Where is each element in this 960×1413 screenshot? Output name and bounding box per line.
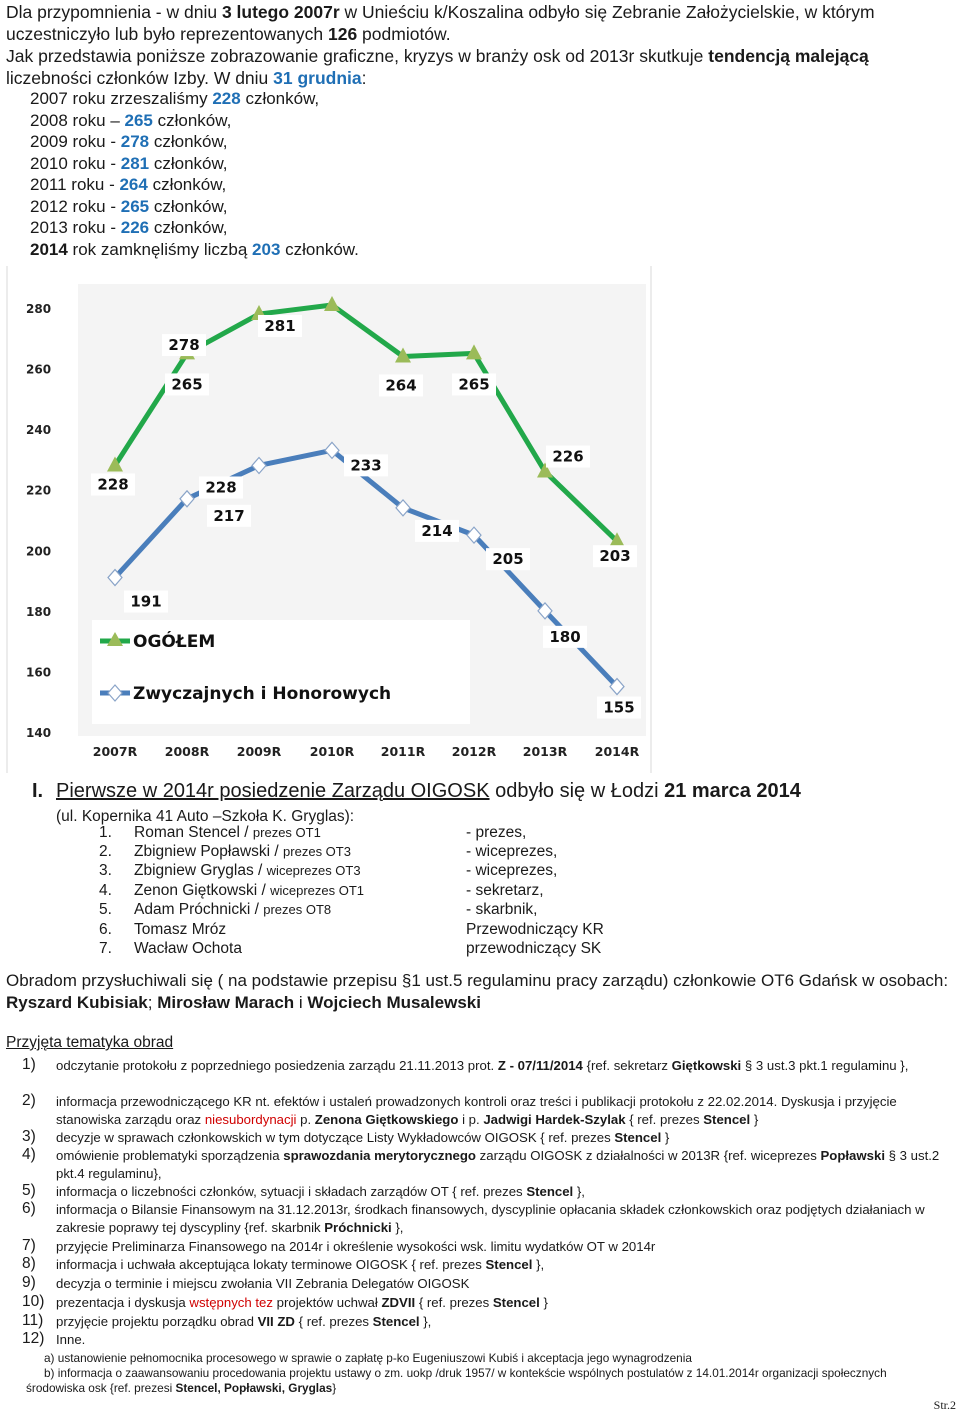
meeting-address: (ul. Kopernika 41 Auto –Szkoła K. Gryglas): (56, 808, 355, 825)
agenda-item-text (56, 1313, 956, 1331)
year-text: 2009 roku - (30, 132, 121, 151)
agenda-text-part: Stencel, Popławski, Gryglas (175, 1381, 333, 1395)
section-title: Pierwsze w 2014r posiedzenie Zarządu OIGOSK odbyło się w Łodzi 21 marca 2014 (56, 780, 801, 802)
agenda-item-number: 2) (22, 1092, 36, 1109)
year-text: 2013 roku - (30, 218, 121, 237)
agenda-text-part: VII ZD (257, 1314, 295, 1329)
agenda-item-text (56, 1294, 956, 1312)
member-number: 4. (99, 882, 112, 899)
agenda-text-part: Inne. (56, 1332, 86, 1347)
data-label: 265 (458, 375, 490, 394)
member-count: 203 (252, 239, 281, 259)
member-count: 265 (120, 196, 150, 216)
agenda-text-part: Stencel (614, 1130, 662, 1145)
agenda-text-part: prezentacja i dyskusja (56, 1295, 190, 1310)
y-tick-label: 140 (26, 726, 52, 740)
member-name (134, 921, 226, 939)
agenda-text-part: {ref. sekretarz (582, 1058, 672, 1073)
member-role: - sekretarz, (466, 882, 544, 899)
chart-svg (6, 266, 652, 773)
agenda-item-number: 12) (22, 1330, 45, 1347)
year-text: 2012 roku - (30, 196, 121, 216)
year-suffix: członków, (149, 196, 228, 216)
data-label: 203 (599, 547, 631, 566)
year-suffix: członków, (147, 175, 227, 194)
agenda-text-part: { ref. prezes (625, 1112, 704, 1127)
member-role: - wiceprezes, (466, 862, 558, 879)
member-count-line (30, 174, 359, 196)
agenda-text-part: ZDVII (381, 1295, 416, 1310)
agenda-text-part: i p. (458, 1112, 484, 1127)
agenda-text-part: przyjęcie projektu porządku obrad (56, 1314, 258, 1329)
agenda-text-part: } (332, 1381, 337, 1395)
y-tick-label: 180 (26, 604, 52, 619)
y-tick-label: 280 (26, 302, 52, 316)
member-count-list (30, 88, 359, 260)
observers-paragraph: Obradom przysłuchiwali się ( na podstawie przepisu §1 ust.5 regulaminu pracy zarządu) członkowie OT6 Gdańsk w osobach: Ryszard Kubisiak; Mirosław Marach i Wojciech Musalewski (6, 971, 949, 1012)
member-note: wiceprezes OT1 (270, 883, 365, 898)
y-tick-label: 260 (26, 362, 52, 377)
agenda-item-number: 9) (22, 1274, 36, 1291)
section-numeral: I. (32, 780, 44, 802)
intro-paragraph-2: Jak przedstawia poniższe zobrazowanie graficzne, kryzys w branży osk od 2013r skutkuje tendencją malejącą liczebności członków Izby. W dniu 31 grudnia: (6, 46, 869, 88)
agenda-text-part: }, (532, 1257, 545, 1272)
agenda-text-part: Popławski (820, 1148, 885, 1163)
agenda-item-number: 1) (22, 1056, 36, 1073)
member-name (134, 862, 361, 880)
agenda-text-part: Stencel (526, 1184, 574, 1199)
data-label: 278 (168, 336, 200, 355)
member-role: Przewodniczący KR (466, 921, 604, 938)
agenda-text-part: { ref. prezes (415, 1295, 493, 1310)
agenda-item-number: 7) (22, 1237, 36, 1254)
member-role: - prezes, (466, 824, 527, 841)
data-label: 205 (492, 550, 524, 569)
legend-label: Zwyczajnych i Honorowych (133, 684, 392, 704)
agenda-heading: Przyjęta tematyka obrad (6, 1034, 174, 1051)
data-label: 265 (171, 375, 203, 394)
data-label: 281 (264, 316, 296, 335)
year-label: 2014 (30, 239, 68, 259)
member-note: prezes OT3 (283, 844, 351, 859)
member-count-line (30, 217, 359, 239)
member-count: 264 (119, 175, 148, 194)
year-text: 2010 roku - (30, 153, 121, 173)
year-text: 2008 roku – (30, 110, 125, 130)
agenda-text-part: { ref. prezes (294, 1314, 373, 1329)
member-count-line (30, 239, 359, 261)
member-count-line (30, 196, 359, 218)
data-label: 226 (552, 447, 584, 466)
member-number: 3. (99, 862, 112, 879)
year-text: rok zamknęliśmy liczbą (67, 239, 253, 259)
x-tick-label: 2008R (164, 744, 210, 759)
x-tick-label: 2012R (451, 744, 497, 759)
data-label: 155 (603, 698, 635, 717)
member-name-text: Adam Próchnicki / (134, 901, 264, 918)
member-count-line (30, 153, 359, 175)
agenda-text-part: informacja i uchwała akceptująca lokaty terminowe OIGOSK { ref. prezes (56, 1257, 486, 1272)
agenda-text-part: Stencel (372, 1314, 420, 1329)
agenda-text-part: }, (573, 1184, 585, 1199)
year-suffix: członków, (149, 218, 228, 237)
membership-chart (6, 266, 652, 773)
member-note: prezes OT1 (252, 825, 321, 840)
data-label: 233 (350, 456, 382, 475)
member-number: 6. (99, 921, 112, 938)
agenda-item-text (56, 1256, 956, 1274)
agenda-subitem-a: a) ustanowienie pełnomocnika procesowego w sprawie o zapłatę p-ko Eugeniuszowi Kubiś i akceptacja jego wynagrodzenia (44, 1351, 692, 1365)
agenda-text-part: informacja o liczebności członków, sytuacji i składach zarządów OT { ref. prezes (56, 1184, 527, 1199)
x-tick-label: 2013R (522, 744, 568, 759)
agenda-text-part: informacja przewodniczącego KR nt. efektów i ustaleń prowadzonych kontroli oraz treści i publikacji protokołu z 22.02.2014. Dyskusja i przyjęcie stanowiska zarządu oraz (56, 1094, 897, 1127)
member-name-text: Zbigniew Gryglas / (134, 862, 267, 879)
agenda-text-part: § 3 ust.2 pkt.4 regulaminu}, (56, 1148, 940, 1181)
member-name-text: Zbigniew Popławski / (134, 843, 284, 860)
data-label: 217 (213, 506, 245, 525)
x-tick-label: 2009R (236, 744, 282, 759)
agenda-text-part: sprawozdania merytorycznego (283, 1148, 476, 1163)
agenda-text-part: } (539, 1295, 548, 1310)
agenda-text-part: Giętkowski (671, 1058, 742, 1073)
agenda-item-number: 6) (22, 1200, 36, 1217)
agenda-text-part: b) informacja o zaawansowaniu procedowania projektu ustawy o zm. uokp /druk 1957/ w kontekście wspólnych postulatów z 14.01.2014r organizacji społecznych środowiska osk {ref. prezesi (26, 1366, 887, 1395)
agenda-text-part: Stencel (492, 1295, 540, 1310)
member-count-line (30, 88, 359, 110)
member-role: przewodniczący SK (466, 940, 602, 957)
agenda-item-text (56, 1275, 956, 1293)
member-role: - skarbnik, (466, 901, 538, 918)
year-suffix: członków, (240, 89, 320, 108)
agenda-item-text (56, 1093, 956, 1129)
x-tick-label: 2014R (594, 744, 640, 759)
data-label: 180 (549, 627, 581, 646)
member-count-line (30, 110, 359, 132)
agenda-text-part: }, (391, 1220, 404, 1235)
agenda-text-part: decyzje w sprawach członkowskich w tym dotyczące Listy Wykładowców OIGOSK { ref. prezes (56, 1130, 615, 1145)
member-name (134, 882, 364, 900)
year-text: 2007 roku zrzeszaliśmy (30, 89, 213, 108)
intro-text (6, 1, 956, 89)
agenda-subitem-b (26, 1366, 926, 1396)
agenda-item-number: 11) (22, 1312, 44, 1329)
member-name-text: Tomasz Mróz (134, 921, 227, 938)
member-count: 265 (124, 110, 153, 130)
agenda-text-part: zarządu OIGOSK z działalności w 2013R {ref. wiceprezes (475, 1148, 821, 1163)
member-count: 228 (212, 89, 241, 108)
agenda-item-text (56, 1331, 956, 1349)
data-label: 228 (205, 478, 237, 497)
year-suffix: członków. (280, 239, 359, 259)
agenda-text-part: p. (296, 1112, 315, 1127)
member-count: 226 (120, 218, 150, 237)
agenda-text-part: Stencel (485, 1257, 533, 1272)
agenda-text-part: omówienie problematyki sporządzenia (56, 1148, 284, 1163)
agenda-text-part: odczytanie protokołu z poprzedniego posiedzenia zarządu 21.11.2013 prot. (56, 1058, 498, 1073)
agenda-text-part: } (661, 1130, 670, 1145)
agenda-item-text (56, 1183, 956, 1201)
member-name (134, 824, 321, 842)
member-name (134, 940, 242, 958)
member-count-line (30, 131, 359, 153)
y-tick-label: 220 (26, 483, 52, 498)
member-note: wiceprezes OT3 (266, 863, 361, 878)
member-number: 1. (99, 824, 112, 841)
intro-paragraph-1: Dla przypomnienia - w dniu 3 lutego 2007r w Unieściu k/Koszalina odbyło się Zebranie Założycielskie, w którym uczestniczyło lub było reprezentowanych 126 podmiotów. (6, 2, 875, 44)
y-tick-label: 240 (26, 423, 52, 438)
agenda-item-text (56, 1057, 956, 1075)
agenda-item-number: 5) (22, 1182, 36, 1199)
x-tick-label: 2010R (309, 744, 355, 759)
agenda-text-part: Stencel (703, 1112, 751, 1127)
agenda-text-part: } (750, 1112, 759, 1127)
legend-label: OGÓŁEM (133, 632, 216, 652)
member-count: 281 (120, 153, 150, 173)
y-tick-label: 160 (26, 665, 52, 680)
member-number: 7. (99, 940, 112, 957)
agenda-item-text (56, 1129, 956, 1147)
agenda-text-part: § 3 ust.3 pkt.1 regulaminu }, (741, 1058, 909, 1073)
member-name (134, 843, 351, 861)
member-count: 278 (120, 132, 150, 151)
year-suffix: członków, (149, 153, 228, 173)
agenda-item-number: 10) (22, 1293, 45, 1310)
agenda-item-text (56, 1201, 956, 1237)
member-name (134, 901, 331, 919)
member-number: 5. (99, 901, 112, 918)
data-label: 228 (97, 475, 129, 494)
member-role: - wiceprezes, (466, 843, 558, 860)
member-name-text: Wacław Ochota (134, 940, 242, 957)
year-suffix: członków, (152, 110, 232, 130)
agenda-text-part: Zenona Giętkowskiego (314, 1112, 459, 1127)
data-label: 264 (385, 376, 417, 395)
agenda-text-part: niesubordynacji (204, 1112, 297, 1127)
agenda-item-number: 3) (22, 1128, 36, 1145)
agenda-item-text (56, 1238, 956, 1256)
member-name-text: Zenon Giętkowski / (134, 882, 271, 899)
year-text: 2011 roku - (30, 175, 120, 194)
y-tick-label: 200 (26, 544, 52, 559)
data-label: 191 (130, 592, 162, 611)
agenda-text-part: wstępnych tez (189, 1295, 273, 1310)
member-number: 2. (99, 843, 112, 860)
agenda-text-part: }, (419, 1314, 432, 1329)
agenda-text-part: przyjęcie Preliminarza Finansowego na 2014r i określenie wysokości wsk. limitu wydatków OT w 2014r (56, 1239, 656, 1254)
x-tick-label: 2007R (92, 744, 138, 759)
year-suffix: członków, (149, 132, 228, 151)
page-number: Str.2 (933, 1398, 956, 1412)
agenda-text-part: projektów uchwał (272, 1295, 382, 1310)
member-note: prezes OT8 (263, 902, 332, 917)
agenda-text-part: Próchnicki (324, 1220, 392, 1235)
agenda-item-text (56, 1147, 956, 1183)
agenda-text-part: informacja o Bilansie Finansowym na 31.12.2013r, środkach finansowych, dyscyplinie opłacania składek członkowskich oraz podjętych działaniach w zakresie poprawy tej dyscypliny {ref. skarbnik (56, 1202, 925, 1235)
agenda-text-part: decyzja o terminie i miejscu zwołania VII Zebrania Delegatów OIGOSK (56, 1276, 470, 1291)
agenda-text-part: Z - 07/11/2014 (497, 1058, 583, 1073)
member-name-text: Roman Stencel / (134, 824, 253, 841)
agenda-item-number: 8) (22, 1255, 36, 1272)
data-label: 214 (421, 521, 453, 540)
x-tick-label: 2011R (380, 744, 426, 759)
agenda-item-number: 4) (22, 1146, 36, 1163)
agenda-text-part: Jadwigi Hardek-Szylak (483, 1112, 626, 1127)
